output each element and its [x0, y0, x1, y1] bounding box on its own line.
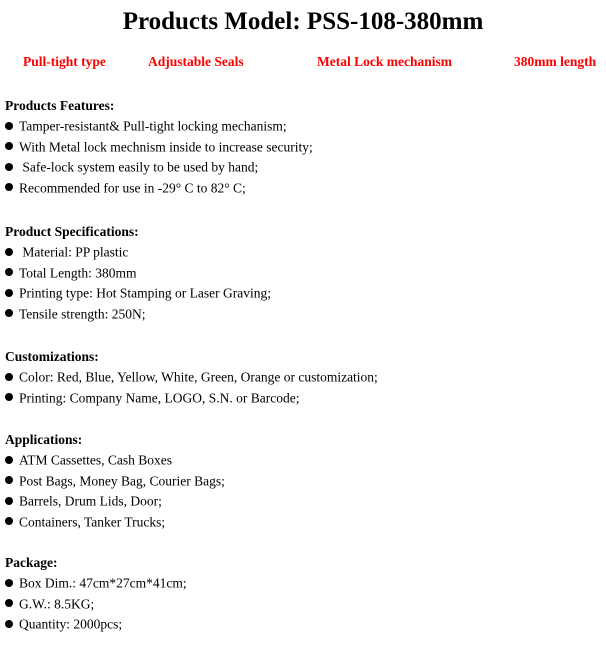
list-item: Barrels, Drum Lids, Door;: [5, 491, 605, 512]
bullet-icon: [5, 373, 13, 381]
section-applications: [5, 430, 605, 532]
section-package: [5, 553, 605, 635]
bullet-icon: [5, 142, 13, 150]
bullet-icon: [5, 163, 13, 171]
application-list: [5, 450, 605, 532]
specification-list: [5, 242, 605, 324]
bullet-icon: [5, 393, 13, 401]
package-list: [5, 573, 605, 635]
section-heading: Package:: [5, 555, 58, 570]
bullet-icon: [5, 476, 13, 484]
section-heading: Customizations:: [5, 349, 99, 364]
list-item: Printing: Company Name, LOGO, S.N. or Barcode;: [5, 388, 605, 409]
bullet-icon: [5, 497, 13, 505]
section-customizations: [5, 347, 605, 408]
bullet-icon: [5, 183, 13, 191]
tagline-adjustable: Adjustable Seals: [148, 54, 244, 69]
bullet-icon: [5, 599, 13, 607]
bullet-icon: [5, 309, 13, 317]
list-item: Box Dim.: 47cm*27cm*41cm;: [5, 573, 605, 594]
section-heading: Applications:: [5, 432, 83, 447]
customization-list: [5, 367, 605, 408]
list-item: Printing type: Hot Stamping or Laser Graving;: [5, 283, 605, 304]
list-item: Tamper-resistant& Pull-tight locking mechanism;: [5, 116, 605, 137]
list-item: Containers, Tanker Trucks;: [5, 512, 605, 533]
list-item: Material: PP plastic: [5, 242, 605, 263]
tagline-metal-lock: Metal Lock mechanism: [317, 54, 452, 69]
list-item: Recommended for use in -29° C to 82° C;: [5, 178, 605, 199]
list-item: Safe-lock system easily to be used by hand;: [5, 157, 605, 178]
bullet-icon: [5, 268, 13, 276]
bullet-icon: [5, 456, 13, 464]
feature-list: [5, 116, 605, 198]
list-item: Tensile strength: 250N;: [5, 304, 605, 325]
section-specifications: [5, 222, 605, 324]
list-item: G.W.: 8.5KG;: [5, 594, 605, 615]
list-item: Post Bags, Money Bag, Courier Bags;: [5, 471, 605, 492]
list-item: With Metal lock mechnism inside to increase security;: [5, 137, 605, 158]
bullet-icon: [5, 517, 13, 525]
list-item: Color: Red, Blue, Yellow, White, Green, Orange or customization;: [5, 367, 605, 388]
tagline-length: 380mm length: [514, 54, 597, 69]
section-features: [5, 96, 605, 198]
bullet-icon: [5, 579, 13, 587]
tagline-pull-tight: Pull-tight type: [23, 54, 106, 69]
list-item: Total Length: 380mm: [5, 263, 605, 284]
bullet-icon: [5, 248, 13, 256]
section-heading: Product Specifications:: [5, 224, 139, 239]
list-item: Quantity: 2000pcs;: [5, 614, 605, 635]
bullet-icon: [5, 289, 13, 297]
list-item: ATM Cassettes, Cash Boxes: [5, 450, 605, 471]
bullet-icon: [5, 620, 13, 628]
bullet-icon: [5, 122, 13, 130]
page-title: Products Model: PSS-108-380mm: [122, 8, 484, 35]
section-heading: Products Features:: [5, 98, 115, 113]
